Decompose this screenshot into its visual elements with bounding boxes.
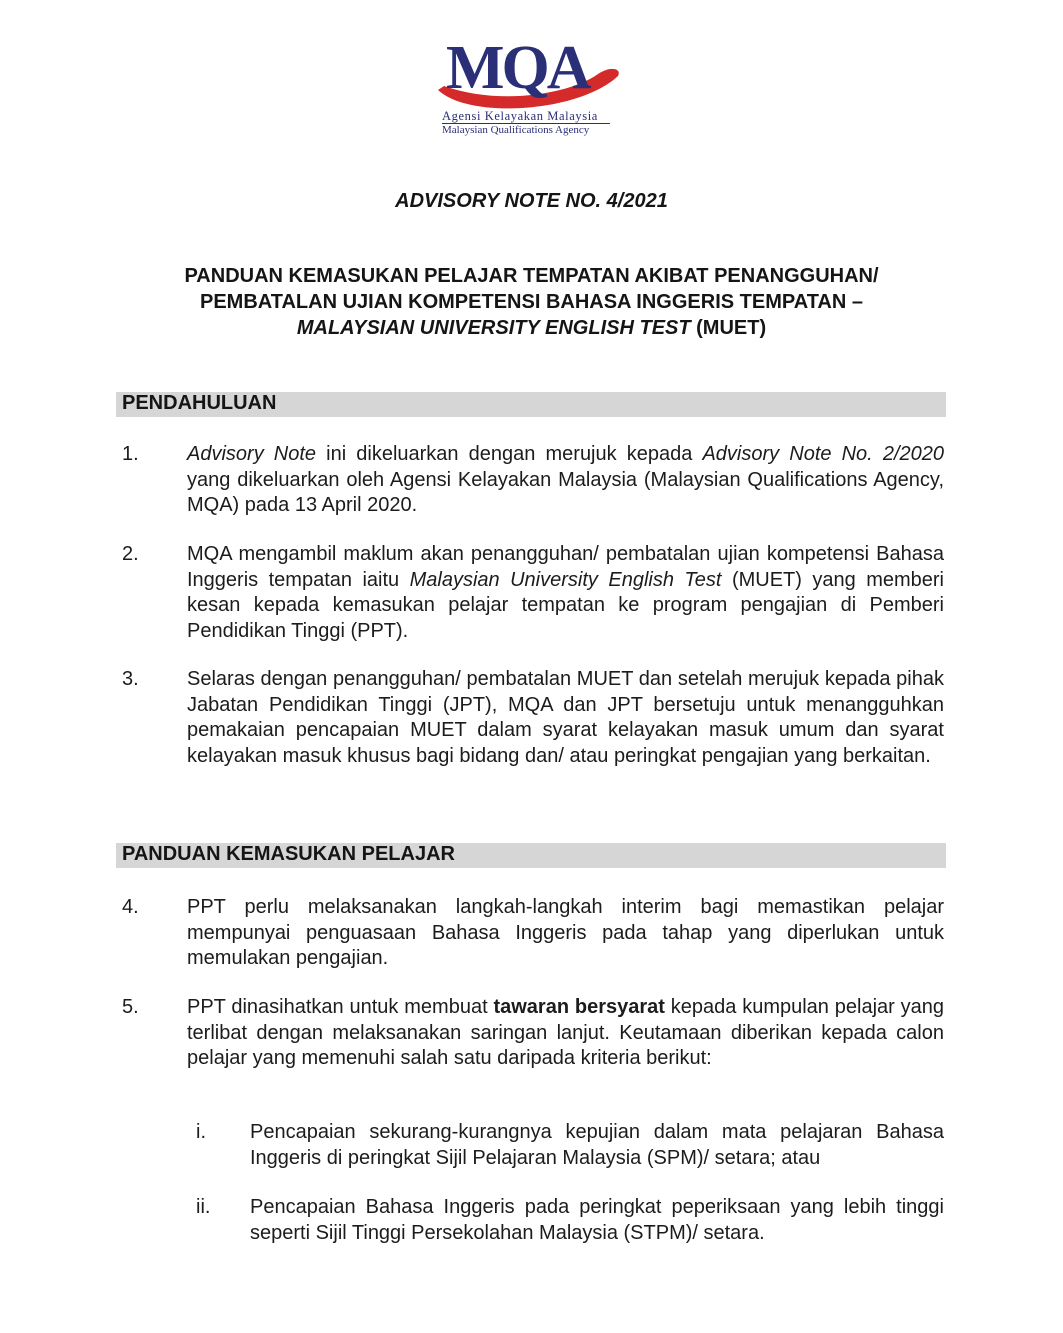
logo-wordmark: MQA (446, 34, 589, 102)
section-heading-pendahuluan (116, 392, 946, 417)
text-run: ini dikeluarkan dengan merujuk kepada (316, 443, 703, 465)
title-line-1: PANDUAN KEMASUKAN PELAJAR TEMPATAN AKIBAT PENANGGUHAN/ (184, 265, 879, 287)
paragraph-text (187, 442, 944, 519)
bold-term: tawaran bersyarat (493, 996, 665, 1018)
subitem-text: Pencapaian Bahasa Inggeris pada peringkat peperiksaan yang lebih tinggi seperti Sijil Tinggi Persekolahan Malaysia (STPM)/ setara. (250, 1196, 944, 1244)
document-title (110, 263, 953, 341)
paragraph-number: 4. (122, 896, 139, 918)
text-run: PPT dinasihatkan untuk membuat (187, 996, 494, 1018)
subitem-text: Pencapaian sekurang-kurangnya kepujian dalam mata pelajaran Bahasa Inggeris di peringkat Sijil Pelajaran Malaysia (SPM)/ setara; atau (250, 1121, 944, 1169)
paragraph-number: 2. (122, 543, 139, 565)
advisory-number: ADVISORY NOTE NO. 4/2021 (395, 190, 668, 212)
title-line-3 (110, 315, 953, 341)
title-line-3-italic: MALAYSIAN UNIVERSITY ENGLISH TEST (296, 317, 691, 339)
title-line-3-rest: (MUET) (690, 317, 767, 339)
text-run: kepada kumpulan pelajar yang terlibat dengan melaksanakan saringan lanjut. Keutamaan diberikan kepada calon pelajar yang memenuhi salah satu daripada kriteria berikut: (187, 996, 944, 1069)
italic-term: Advisory Note No. 2/2020 (702, 443, 944, 465)
italic-term: Advisory Note (187, 443, 317, 465)
paragraph-text: PPT perlu melaksanakan langkah-langkah interim bagi memastikan pelajar mempunyai penguasaan Bahasa Inggeris pada tahap yang diperlukan untuk memulakan pengajian. (187, 896, 944, 969)
paragraph-number: 3. (122, 668, 139, 690)
mqa-logo (430, 28, 630, 138)
title-line-2: PEMBATALAN UJIAN KOMPETENSI BAHASA INGGERIS TEMPATAN – (200, 291, 863, 313)
italic-term: Malaysian University English Test (409, 568, 722, 591)
logo-subtitle-malay: Agensi Kelayakan Malaysia (442, 109, 598, 123)
section-heading-label: PANDUAN KEMASUKAN PELAJAR (122, 843, 455, 865)
text-run: MQA mengambil maklum akan penangguhan/ pembatalan ujian kompetensi Bahasa Inggeris tempatan iaitu (187, 543, 944, 591)
mqa-logo-mark (430, 28, 630, 113)
section-heading-panduan-kemasukan (116, 843, 946, 868)
text-run: (MUET) yang memberi kesan kepada kemasukan pelajar tempatan ke program pengajian di Pemberi Pendidikan Tinggi (PPT). (187, 568, 945, 642)
paragraph-text (187, 542, 944, 644)
subitem-number: ii. (196, 1196, 211, 1218)
paragraph-text: Selaras dengan penangguhan/ pembatalan MUET dan setelah merujuk kepada pihak Jabatan Pendidikan Tinggi (JPT), MQA dan JPT bersetuju untuk menangguhkan pemakaian pencapaian MUET dalam syarat kelayakan masuk umum dan syarat kelayakan masuk khusus bagi bidang dan/ atau peringkat pengajian yang berkaitan. (187, 668, 944, 767)
section-heading-label: PENDAHULUAN (122, 392, 277, 414)
paragraph-number: 5. (122, 996, 139, 1018)
logo-subtitle-english: Malaysian Qualifications Agency (442, 124, 590, 136)
paragraph-text (187, 995, 944, 1072)
paragraph-number: 1. (122, 443, 139, 465)
subitem-number: i. (196, 1121, 206, 1143)
text-run: yang dikeluarkan oleh Agensi Kelayakan Malaysia (Malaysian Qualifications Agency, MQA) pada 13 April 2020. (187, 468, 944, 516)
